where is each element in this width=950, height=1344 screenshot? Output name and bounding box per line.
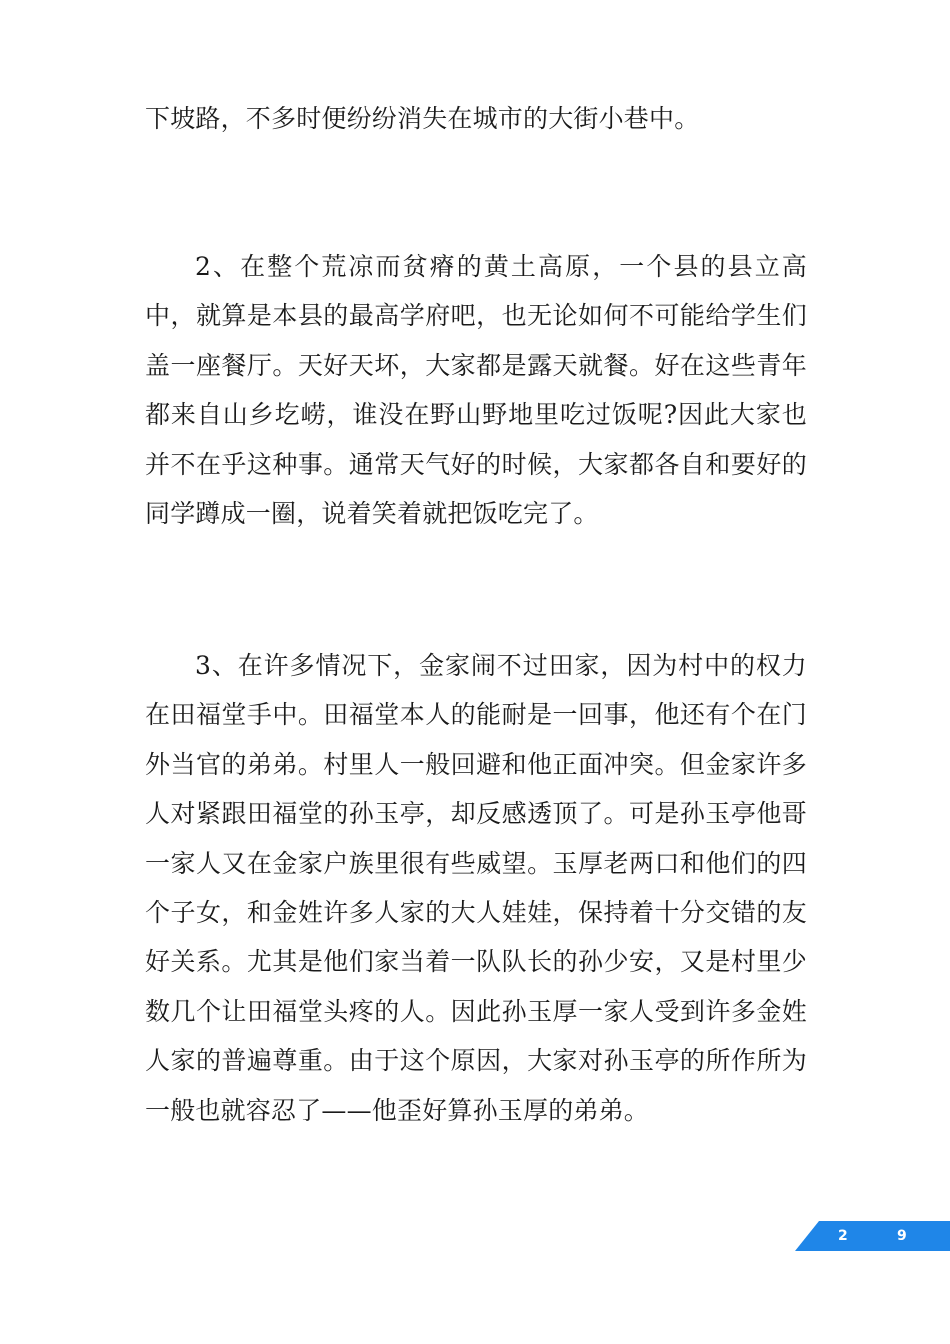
page-number-badge — [795, 1221, 950, 1251]
page-number-digit-2: 9 — [897, 1228, 907, 1244]
paragraph-continuation: 下坡路，不多时便纷纷消失在城市的大街小巷中。 — [145, 104, 700, 133]
page-number-digit-1: 2 — [838, 1228, 848, 1244]
paragraph-2: 2、在整个荒凉而贫瘠的黄土高原，一个县的县立高中，就算是本县的最高学府吧，也无论如何不可能给学生们盖一座餐厅。天好天坏，大家都是露天就餐。好在这些青年都来自山乡圪崂，谁没在野山野地里吃过饭呢?因此大家也并不在乎这种事。通常天气好的时候，大家都各自和要好的同学蹲成一圈，说着笑着就把饭吃完了。 — [145, 252, 807, 529]
paragraph-3: 3、在许多情况下，金家闹不过田家，因为村中的权力在田福堂手中。田福堂本人的能耐是一回事，他还有个在门外当官的弟弟。村里人一般回避和他正面冲突。但金家许多人对紧跟田福堂的孙玉亭，却反感透顶了。可是孙玉亭他哥一家人又在金家户族里很有些威望。玉厚老两口和他们的四个子女，和金姓许多人家的大人娃娃，保持着十分交错的友好关系。尤其是他们家当着一队队长的孙少安，又是村里少数几个让田福堂头疼的人。因此孙玉厚一家人受到许多金姓人家的普遍尊重。由于这个原因，大家对孙玉亭的所作所为一般也就容忍了——他歪好算孙玉厚的弟弟。 — [145, 651, 807, 1125]
